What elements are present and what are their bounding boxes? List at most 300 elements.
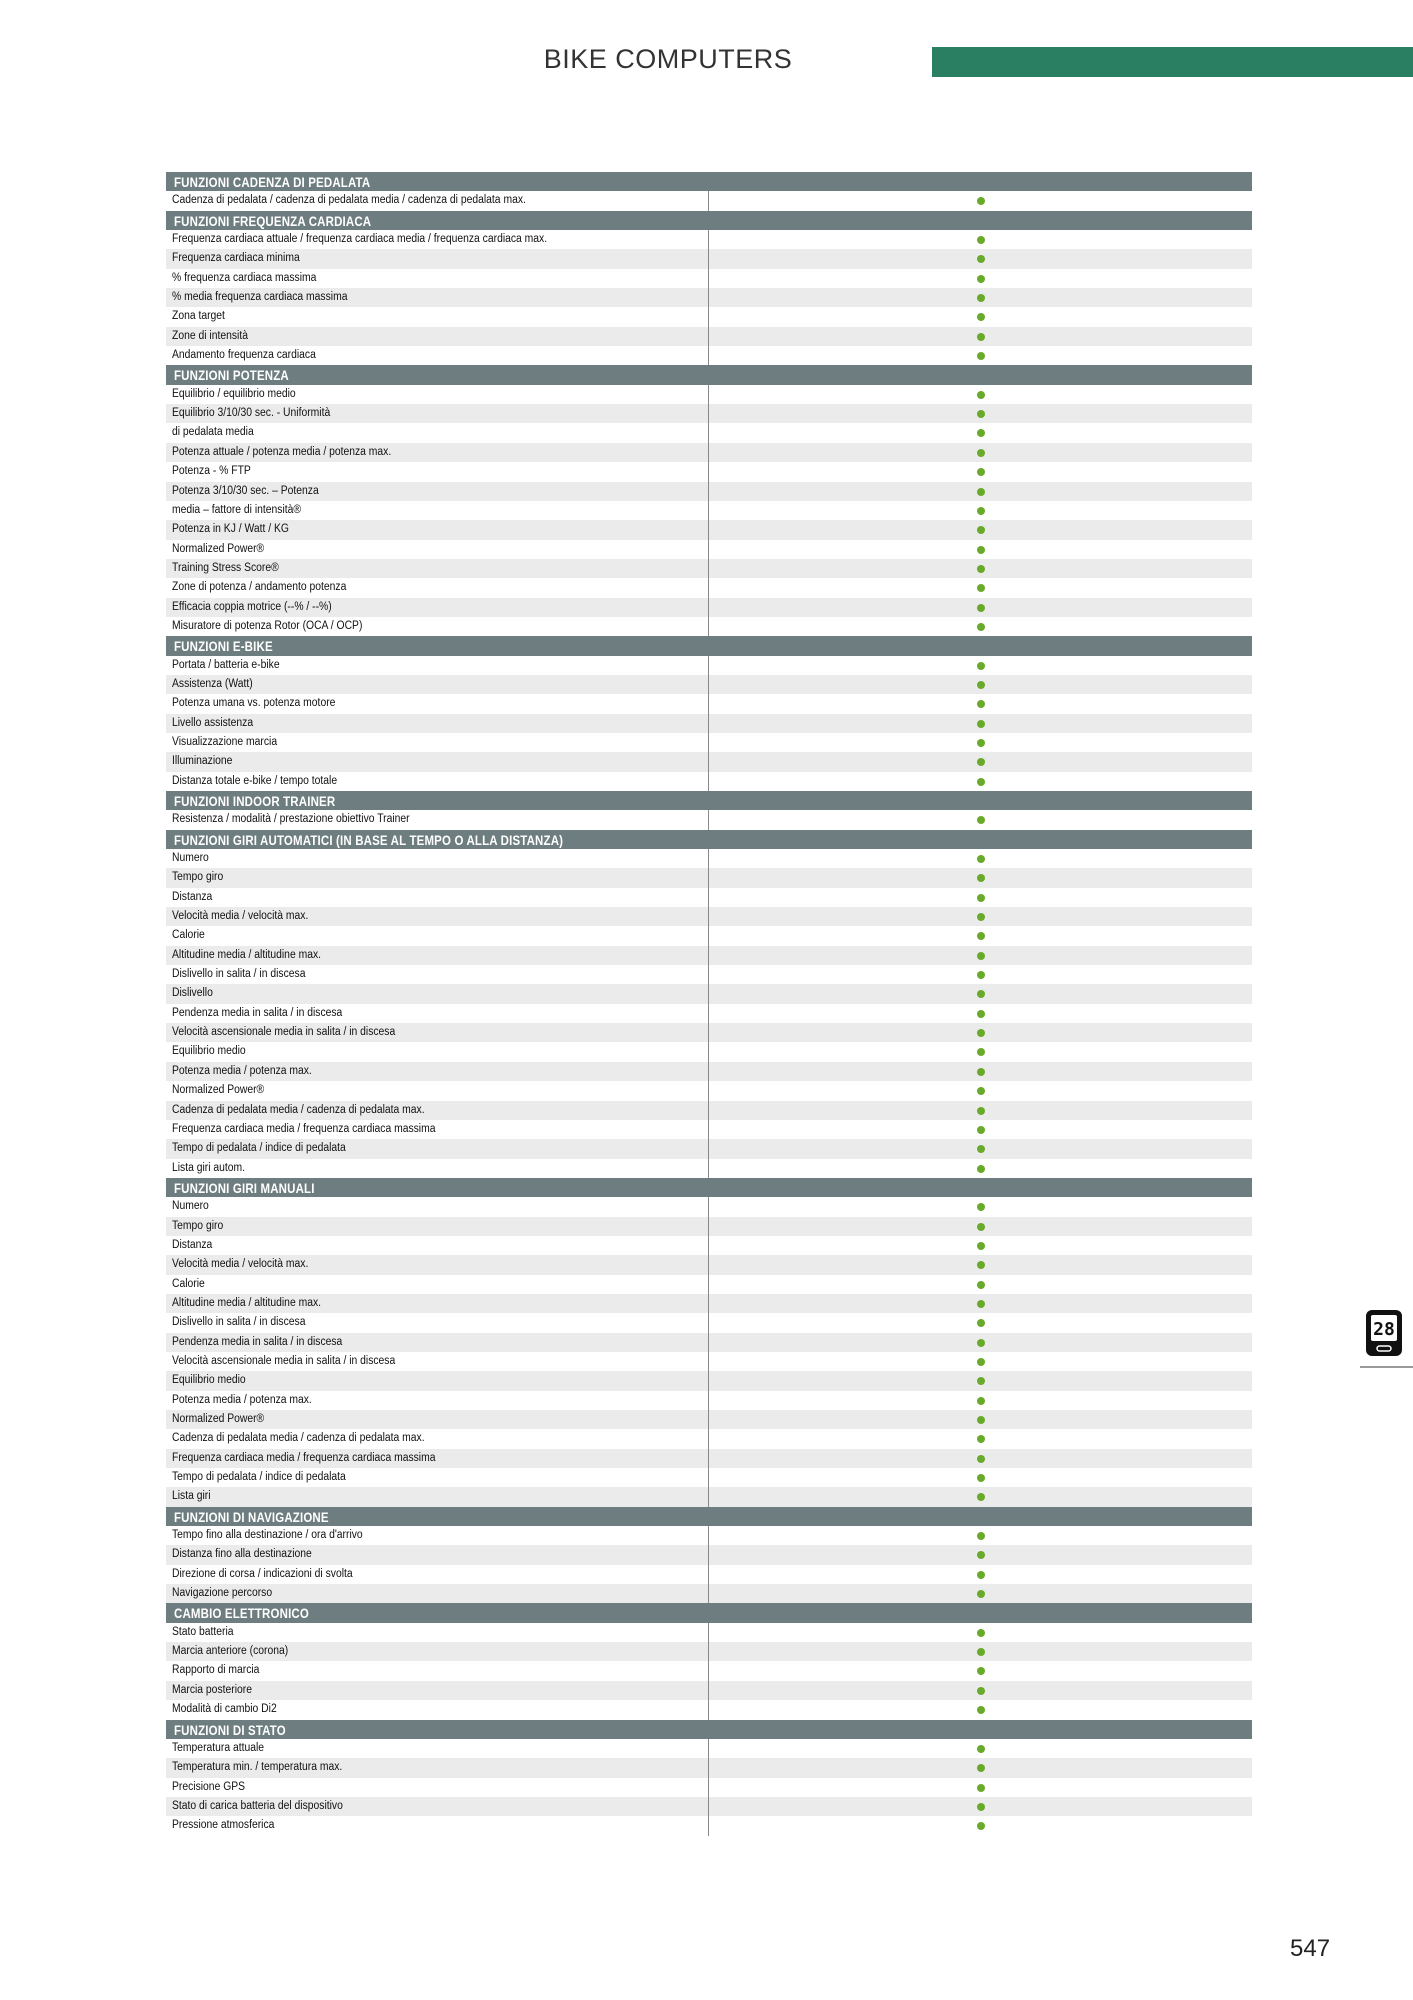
column-divider (708, 423, 709, 442)
feature-label: Stato batteria (172, 1625, 234, 1638)
feature-supported-dot (977, 1397, 985, 1405)
table-row (166, 888, 1252, 907)
table-row (166, 269, 1252, 288)
table-row (166, 946, 1252, 965)
feature-supported-dot (977, 546, 985, 554)
feature-supported-dot (977, 1532, 985, 1540)
table-row (166, 1236, 1252, 1255)
column-divider (708, 1410, 709, 1429)
feature-supported-dot (977, 1068, 985, 1076)
feature-supported-dot (977, 739, 985, 747)
table-row (166, 191, 1252, 210)
column-divider (708, 482, 709, 501)
table-row (166, 559, 1252, 578)
table-row (166, 772, 1252, 791)
table-row (166, 482, 1252, 501)
feature-label: Pendenza media in salita / in discesa (172, 1335, 343, 1348)
feature-supported-dot (977, 1764, 985, 1772)
column-divider (708, 269, 709, 288)
table-row (166, 1023, 1252, 1042)
table-row (166, 1081, 1252, 1100)
feature-supported-dot (977, 391, 985, 399)
icon-divider (1360, 1366, 1413, 1368)
column-divider (708, 1661, 709, 1680)
feature-supported-dot (977, 1706, 985, 1714)
table-row (166, 868, 1252, 887)
feature-supported-dot (977, 1010, 985, 1018)
feature-supported-dot (977, 855, 985, 863)
feature-supported-dot (977, 1203, 985, 1211)
feature-label: Tempo giro (172, 871, 224, 884)
table-row (166, 501, 1252, 520)
section-title: FUNZIONI POTENZA (174, 367, 289, 384)
table-row (166, 1255, 1252, 1274)
feature-supported-dot (977, 894, 985, 902)
feature-supported-dot (977, 1571, 985, 1579)
column-divider (708, 1371, 709, 1390)
feature-supported-dot (977, 1087, 985, 1095)
table-row (166, 617, 1252, 636)
feature-supported-dot (977, 565, 985, 573)
column-divider (708, 1197, 709, 1216)
feature-label: Assistenza (Watt) (172, 677, 253, 690)
feature-supported-dot (977, 681, 985, 689)
feature-label: Visualizzazione marcia (172, 735, 278, 748)
column-divider (708, 907, 709, 926)
section-header (166, 1603, 1252, 1622)
column-divider (708, 984, 709, 1003)
table-row (166, 694, 1252, 713)
column-divider (708, 1275, 709, 1294)
table-row (166, 1681, 1252, 1700)
feature-supported-dot (977, 1803, 985, 1811)
feature-supported-dot (977, 1474, 985, 1482)
feature-supported-dot (977, 1435, 985, 1443)
table-row (166, 1816, 1252, 1835)
section-header (166, 172, 1252, 191)
column-divider (708, 540, 709, 559)
feature-label: Normalized Power® (172, 1413, 265, 1425)
feature-label: Marcia posteriore (172, 1683, 252, 1696)
feature-supported-dot (977, 197, 985, 205)
column-divider (708, 443, 709, 462)
column-divider (708, 1391, 709, 1410)
feature-label: % frequenza cardiaca massima (172, 271, 317, 284)
feature-supported-dot (977, 1223, 985, 1231)
section-title: CAMBIO ELETTRONICO (174, 1605, 309, 1622)
feature-label: Tempo giro (172, 1219, 224, 1232)
column-divider (708, 1758, 709, 1777)
feature-label: Altitudine media / altitudine max. (172, 948, 322, 961)
feature-supported-dot (977, 1300, 985, 1308)
feature-label: Frequenza cardiaca media / frequenza cardiaca massima (172, 1451, 436, 1464)
column-divider (708, 810, 709, 829)
feature-label: Velocità media / velocità max. (172, 1258, 309, 1271)
column-divider (708, 1159, 709, 1178)
feature-supported-dot (977, 584, 985, 592)
feature-supported-dot (977, 526, 985, 534)
section-header (166, 211, 1252, 230)
table-row (166, 1642, 1252, 1661)
feature-supported-dot (977, 1281, 985, 1289)
feature-label: Pressione atmosferica (172, 1819, 275, 1832)
feature-supported-dot (977, 816, 985, 824)
column-divider (708, 714, 709, 733)
feature-supported-dot (977, 352, 985, 360)
column-divider (708, 327, 709, 346)
feature-label: Portata / batteria e-bike (172, 658, 280, 671)
table-row (166, 1391, 1252, 1410)
feature-label: Distanza fino alla destinazione (172, 1548, 312, 1561)
table-row (166, 675, 1252, 694)
section-header (166, 791, 1252, 810)
table-row (166, 1778, 1252, 1797)
column-divider (708, 946, 709, 965)
feature-label: Normalized Power® (172, 1084, 265, 1097)
table-row (166, 1197, 1252, 1216)
feature-label: Distanza totale e-bike / tempo totale (172, 774, 338, 787)
feature-label: Livello assistenza (172, 716, 254, 729)
feature-supported-dot (977, 1261, 985, 1269)
feature-label: Potenza 3/10/30 sec. – Potenza (172, 484, 319, 497)
accent-bar (932, 47, 1413, 77)
feature-label: Dislivello in salita / in discesa (172, 1316, 306, 1329)
feature-supported-dot (977, 700, 985, 708)
feature-supported-dot (977, 1048, 985, 1056)
table-row (166, 443, 1252, 462)
table-row (166, 249, 1252, 268)
feature-label: Potenza media / potenza max. (172, 1064, 312, 1077)
table-row (166, 984, 1252, 1003)
table-row (166, 1275, 1252, 1294)
feature-label: Zona target (172, 310, 225, 323)
feature-supported-dot (977, 1242, 985, 1250)
column-divider (708, 288, 709, 307)
table-row (166, 1062, 1252, 1081)
page-title: BIKE COMPUTERS (543, 44, 793, 74)
column-divider (708, 578, 709, 597)
table-row (166, 1101, 1252, 1120)
column-divider (708, 888, 709, 907)
column-divider (708, 1042, 709, 1061)
column-divider (708, 694, 709, 713)
feature-supported-dot (977, 720, 985, 728)
feature-label: Potenza in KJ / Watt / KG (172, 523, 289, 536)
table-row (166, 1739, 1252, 1758)
feature-label: Zone di intensità (172, 329, 248, 342)
feature-supported-dot (977, 449, 985, 457)
feature-label: Calorie (172, 929, 205, 942)
feature-label: Frequenza cardiaca minima (172, 252, 300, 265)
table-row (166, 404, 1252, 423)
column-divider (708, 1545, 709, 1564)
column-divider (708, 1120, 709, 1139)
feature-label: Efficacia coppia motrice (--% / --%) (172, 600, 332, 613)
feature-label: Temperatura attuale (172, 1741, 265, 1754)
feature-label: Tempo fino alla destinazione / ora d'arrivo (172, 1529, 363, 1542)
feature-label: Potenza attuale / potenza media / potenza max. (172, 445, 392, 458)
column-divider (708, 1081, 709, 1100)
table-row (166, 1004, 1252, 1023)
feature-label: Training Stress Score® (172, 561, 279, 574)
feature-supported-dot (977, 1667, 985, 1675)
feature-table (166, 172, 1252, 1836)
feature-label: Potenza media / potenza max. (172, 1393, 312, 1406)
feature-supported-dot (977, 488, 985, 496)
section-title: FUNZIONI INDOOR TRAINER (174, 793, 336, 809)
feature-supported-dot (977, 1551, 985, 1559)
feature-label: Lista giri autom. (172, 1161, 246, 1174)
column-divider (708, 772, 709, 791)
table-row (166, 1623, 1252, 1642)
feature-label: Equilibrio medio (172, 1045, 246, 1058)
column-divider (708, 1352, 709, 1371)
table-row (166, 1042, 1252, 1061)
feature-supported-dot (977, 313, 985, 321)
feature-label: Equilibrio 3/10/30 sec. - Uniformità (172, 407, 331, 420)
column-divider (708, 1004, 709, 1023)
column-divider (708, 598, 709, 617)
feature-label: Numero (172, 1200, 209, 1213)
column-divider (708, 1681, 709, 1700)
feature-label: Tempo di pedalata / indice di pedalata (172, 1142, 346, 1155)
feature-supported-dot (977, 429, 985, 437)
section-header (166, 1720, 1252, 1739)
section-header (166, 1507, 1252, 1526)
feature-label: Direzione di corsa / indicazioni di svolta (172, 1567, 353, 1580)
section-header (166, 636, 1252, 655)
table-row (166, 1661, 1252, 1680)
feature-supported-dot (977, 1493, 985, 1501)
table-row (166, 1584, 1252, 1603)
feature-label: Cadenza di pedalata media / cadenza di pedalata max. (172, 1103, 425, 1116)
feature-supported-dot (977, 1165, 985, 1173)
table-row (166, 327, 1252, 346)
feature-label: Andamento frequenza cardiaca (172, 349, 316, 362)
column-divider (708, 656, 709, 675)
feature-label: Tempo di pedalata / indice di pedalata (172, 1471, 346, 1484)
table-row (166, 1449, 1252, 1468)
section-header (166, 830, 1252, 849)
feature-label: Cadenza di pedalata / cadenza di pedalata media / cadenza di pedalata max. (172, 194, 526, 207)
column-divider (708, 404, 709, 423)
table-row (166, 1217, 1252, 1236)
column-divider (708, 868, 709, 887)
column-divider (708, 520, 709, 539)
feature-label: Lista giri (172, 1490, 211, 1503)
feature-label: Dislivello (172, 987, 213, 1000)
feature-supported-dot (977, 275, 985, 283)
feature-label: Potenza - % FTP (172, 465, 251, 478)
feature-supported-dot (977, 1339, 985, 1347)
feature-label: Normalized Power® (172, 542, 265, 555)
section-title: FUNZIONI GIRI MANUALI (174, 1179, 315, 1196)
feature-label: Velocità media / velocità max. (172, 910, 309, 923)
column-divider (708, 1023, 709, 1042)
column-divider (708, 385, 709, 404)
column-divider (708, 346, 709, 365)
feature-label: Marcia anteriore (corona) (172, 1645, 289, 1658)
column-divider (708, 1584, 709, 1603)
column-divider (708, 1333, 709, 1352)
feature-label: Stato di carica batteria del dispositivo (172, 1799, 343, 1812)
feature-supported-dot (977, 874, 985, 882)
column-divider (708, 1816, 709, 1835)
table-row (166, 230, 1252, 249)
feature-label: Distanza (172, 890, 213, 903)
table-row (166, 1487, 1252, 1506)
feature-label: Pendenza media in salita / in discesa (172, 1006, 343, 1019)
feature-label: Velocità ascensionale media in salita / in discesa (172, 1354, 396, 1367)
table-row (166, 849, 1252, 868)
feature-label: Resistenza / modalità / prestazione obiettivo Trainer (172, 813, 410, 826)
column-divider (708, 1739, 709, 1758)
column-divider (708, 1642, 709, 1661)
column-divider (708, 1217, 709, 1236)
feature-label: Zone di potenza / andamento potenza (172, 581, 347, 594)
page-number: 547 (1290, 1935, 1331, 1962)
section-title: FUNZIONI GIRI AUTOMATICI (IN BASE AL TEMPO O ALLA DISTANZA) (174, 831, 564, 848)
feature-label: Navigazione percorso (172, 1587, 273, 1600)
table-row (166, 307, 1252, 326)
column-divider (708, 249, 709, 268)
icon-display: 28 (1373, 1319, 1395, 1340)
column-divider (708, 1565, 709, 1584)
table-row (166, 1758, 1252, 1777)
feature-label: Potenza umana vs. potenza motore (172, 697, 336, 710)
feature-label: Equilibrio medio (172, 1374, 246, 1387)
column-divider (708, 965, 709, 984)
feature-supported-dot (977, 236, 985, 244)
column-divider (708, 559, 709, 578)
section-title: FUNZIONI DI NAVIGAZIONE (174, 1508, 329, 1525)
feature-label: Velocità ascensionale media in salita / in discesa (172, 1026, 396, 1039)
feature-supported-dot (977, 1822, 985, 1830)
table-row (166, 1565, 1252, 1584)
feature-supported-dot (977, 990, 985, 998)
table-row (166, 1468, 1252, 1487)
column-divider (708, 1294, 709, 1313)
feature-supported-dot (977, 1145, 985, 1153)
feature-supported-dot (977, 662, 985, 670)
section-header (166, 365, 1252, 384)
feature-supported-dot (977, 410, 985, 418)
feature-supported-dot (977, 1319, 985, 1327)
column-divider (708, 462, 709, 481)
table-row (166, 1333, 1252, 1352)
table-row (166, 1526, 1252, 1545)
feature-label: Equilibrio / equilibrio medio (172, 387, 296, 400)
feature-label: Precisione GPS (172, 1780, 246, 1793)
table-row (166, 965, 1252, 984)
feature-label: Frequenza cardiaca media / frequenza cardiaca massima (172, 1122, 436, 1135)
column-divider (708, 849, 709, 868)
feature-label: Modalità di cambio Di2 (172, 1703, 277, 1716)
table-row (166, 714, 1252, 733)
feature-label: Altitudine media / altitudine max. (172, 1296, 322, 1309)
table-row (166, 1429, 1252, 1448)
table-row (166, 1313, 1252, 1332)
column-divider (708, 1139, 709, 1158)
feature-supported-dot (977, 932, 985, 940)
feature-supported-dot (977, 294, 985, 302)
column-divider (708, 1487, 709, 1506)
section-title: FUNZIONI DI STATO (174, 1721, 286, 1738)
feature-supported-dot (977, 1029, 985, 1037)
column-divider (708, 733, 709, 752)
feature-label: Rapporto di marcia (172, 1664, 260, 1677)
column-divider (708, 1101, 709, 1120)
feature-label: Frequenza cardiaca attuale / frequenza cardiaca media / frequenza cardiaca max. (172, 233, 548, 246)
feature-label: Dislivello in salita / in discesa (172, 968, 306, 981)
feature-label: Distanza (172, 1238, 213, 1251)
section-title: FUNZIONI CADENZA DI PEDALATA (174, 174, 371, 190)
column-divider (708, 675, 709, 694)
table-row (166, 656, 1252, 675)
table-row (166, 752, 1252, 771)
feature-supported-dot (977, 468, 985, 476)
feature-supported-dot (977, 1629, 985, 1637)
table-row (166, 1410, 1252, 1429)
feature-supported-dot (977, 1648, 985, 1656)
feature-supported-dot (977, 952, 985, 960)
table-row (166, 423, 1252, 442)
feature-supported-dot (977, 778, 985, 786)
table-row (166, 288, 1252, 307)
table-row (166, 1545, 1252, 1564)
column-divider (708, 1700, 709, 1719)
column-divider (708, 307, 709, 326)
column-divider (708, 617, 709, 636)
table-row (166, 1700, 1252, 1719)
column-divider (708, 1236, 709, 1255)
column-divider (708, 1778, 709, 1797)
table-row (166, 1159, 1252, 1178)
column-divider (708, 1468, 709, 1487)
feature-label: di pedalata media (172, 426, 254, 439)
feature-label: media – fattore di intensità® (172, 503, 302, 516)
section-title: FUNZIONI E-BIKE (174, 638, 273, 655)
feature-label: Temperatura min. / temperatura max. (172, 1761, 343, 1774)
feature-supported-dot (977, 507, 985, 515)
bike-computer-icon (1364, 1308, 1404, 1358)
column-divider (708, 1062, 709, 1081)
table-row (166, 520, 1252, 539)
feature-supported-dot (977, 1687, 985, 1695)
table-row (166, 1352, 1252, 1371)
table-row (166, 598, 1252, 617)
feature-supported-dot (977, 1455, 985, 1463)
feature-supported-dot (977, 1745, 985, 1753)
table-row (166, 1797, 1252, 1816)
feature-label: Calorie (172, 1277, 205, 1290)
column-divider (708, 1623, 709, 1642)
column-divider (708, 752, 709, 771)
feature-label: Misuratore di potenza Rotor (OCA / OCP) (172, 619, 363, 632)
column-divider (708, 501, 709, 520)
table-row (166, 1139, 1252, 1158)
feature-supported-dot (977, 333, 985, 341)
feature-supported-dot (977, 758, 985, 766)
table-row (166, 540, 1252, 559)
column-divider (708, 1449, 709, 1468)
feature-supported-dot (977, 1107, 985, 1115)
column-divider (708, 230, 709, 249)
table-row (166, 810, 1252, 829)
feature-supported-dot (977, 913, 985, 921)
table-row (166, 385, 1252, 404)
table-row (166, 733, 1252, 752)
